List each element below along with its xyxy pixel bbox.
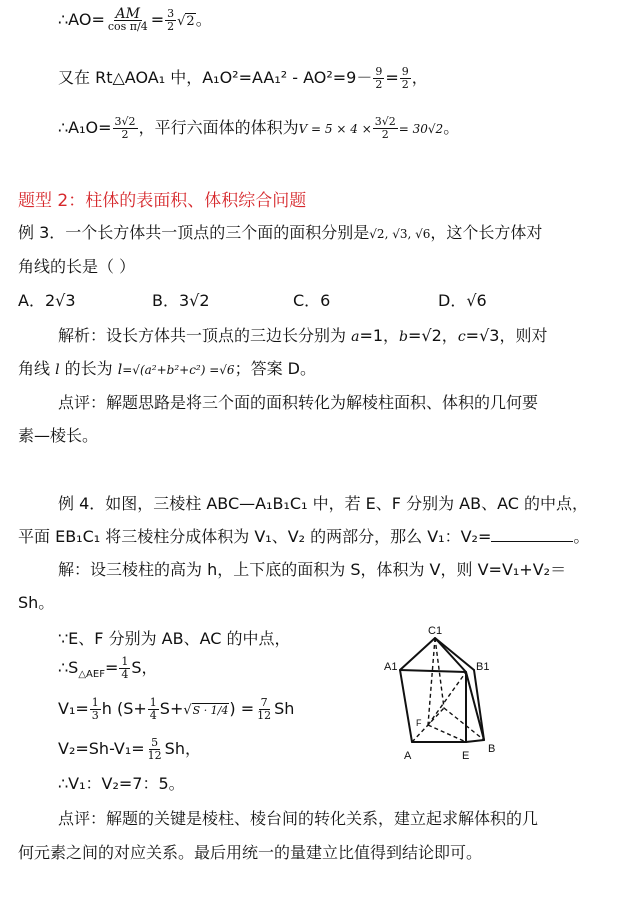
hidden-edge-c1-c	[435, 638, 444, 708]
ex4-question-line-2: 平面 EB₁C₁ 将三棱柱分成体积为 V₁、V₂ 的两部分，那么 V₁：V₂= 。	[18, 527, 590, 546]
label-c1: C1	[428, 625, 443, 637]
top-line-3: ∴A₁O= $\frac{3√2}{2}$ ，平行六面体的体积为V = 5 × 4 × $\frac{3√2}{2}$ = 30√2。	[58, 115, 460, 141]
sqrt: √S · 1/4	[183, 703, 229, 718]
fraction: $\frac{9}{2}$	[375, 65, 383, 91]
fraction: AM cos π/4	[107, 6, 148, 33]
ex3-solution-line-1: 解析：设长方体共一顶点的三边长分别为 a=1，b=√2，c=√3，则对	[58, 326, 548, 345]
top-line-2: 又在 Rt△AOA₁ 中，A₁O²=AA₁² - AO²=9－ $\frac{9}{2}$ = $\frac{9}{2}$ ，	[58, 65, 428, 91]
label-f: F	[416, 718, 422, 728]
fraction: $\frac{1}{3}$	[91, 696, 99, 722]
hidden-edge-f-b1	[428, 672, 466, 725]
ex4-comment-line-1: 点评：解题的关键是棱柱、棱台间的转化关系，建立起求解体积的几	[58, 809, 539, 828]
label-a: A	[404, 750, 412, 762]
fraction: $\frac{7}{12}$	[257, 696, 272, 722]
ex4-question-line-1: 例 4．如图，三棱柱 ABC—A₁B₁C₁ 中，若 E、F 分别为 AB、AC 的中点，	[58, 494, 589, 513]
fraction: $\frac{3}{2}$	[167, 7, 175, 33]
fraction: $\frac{9}{2}$	[401, 65, 409, 91]
ex3-question-line-1: 例 3．一个长方体共一顶点的三个面的面积分别是√2, √3, √6，这个长方体对	[18, 223, 543, 242]
hidden-edge-c1-f	[428, 638, 435, 725]
ex4-comment-line-2: 何元素之间的对应关系。最后用统一的量建立比值得到结论即可。	[18, 843, 483, 862]
ex4-step-4: V₂=Sh-V₁= $\frac{5}{12}$ Sh，	[58, 736, 201, 762]
fraction: $\frac{3√2}{2}$	[114, 115, 136, 141]
section-heading: 题型 2：柱体的表面积、体积综合问题	[18, 191, 307, 211]
edge-a1-a	[400, 670, 412, 742]
hidden-edge-f-e	[428, 725, 466, 742]
sqrt: √2	[177, 14, 195, 29]
label-e: E	[462, 750, 470, 762]
fraction: $\frac{1}{4}$	[121, 655, 129, 681]
top-line-1: ∴AO= AM cos π/4 = $\frac{3}{2}$ √2。	[58, 6, 212, 33]
fraction: $\frac{5}{12}$	[147, 736, 162, 762]
ex3-comment-line-1: 点评：解题思路是将三个面的面积转化为解棱柱面积、体积的几何要	[58, 393, 539, 412]
ex3-solution-line-2: 角线 l 的长为 l=√(a²+b²+c²) =√6；答案 D。	[18, 359, 316, 378]
label-b: B	[488, 743, 496, 755]
edge-c1-b1-back	[435, 638, 474, 670]
ex4-solution-line-2: Sh。	[18, 593, 55, 612]
ex4-step-1: ∵E、F 分别为 AB、AC 的中点，	[58, 629, 291, 648]
label-a1: A1	[384, 661, 398, 673]
ex3-option-a: A．2√3	[18, 291, 76, 310]
ex4-step-2: $\therefore S_{\triangle AEF}=$ $\frac{1}{4}$ S，	[58, 655, 158, 681]
ex4-step-5: ∴V₁：V₂=7：5。	[58, 774, 185, 793]
fraction: $\frac{1}{4}$	[149, 696, 157, 722]
answer-blank	[491, 527, 573, 542]
ex3-comment-line-2: 素—棱长。	[18, 426, 99, 445]
ex4-step-3: V₁= $\frac{1}{3}$ h (S+ $\frac{1}{4}$ S+√S · 1/4) = $\frac{7}{12}$ Sh	[58, 696, 295, 722]
ex3-question-line-2: 角线的长是（ ）	[18, 257, 136, 276]
fraction: $\frac{3√2}{2}$	[374, 115, 396, 141]
ex3-option-b: B．3√2	[152, 291, 210, 310]
ex4-solution-line-1: 解：设三棱柱的高为 h，上下底的面积为 S，体积为 V，则 V=V₁+V₂＝	[58, 560, 567, 579]
edge-e-b	[466, 740, 484, 742]
ex3-option-c: C．6	[293, 291, 331, 310]
label-b1: B1	[476, 661, 490, 673]
prism-figure	[382, 622, 512, 764]
ex3-option-d: D．√6	[438, 291, 487, 310]
